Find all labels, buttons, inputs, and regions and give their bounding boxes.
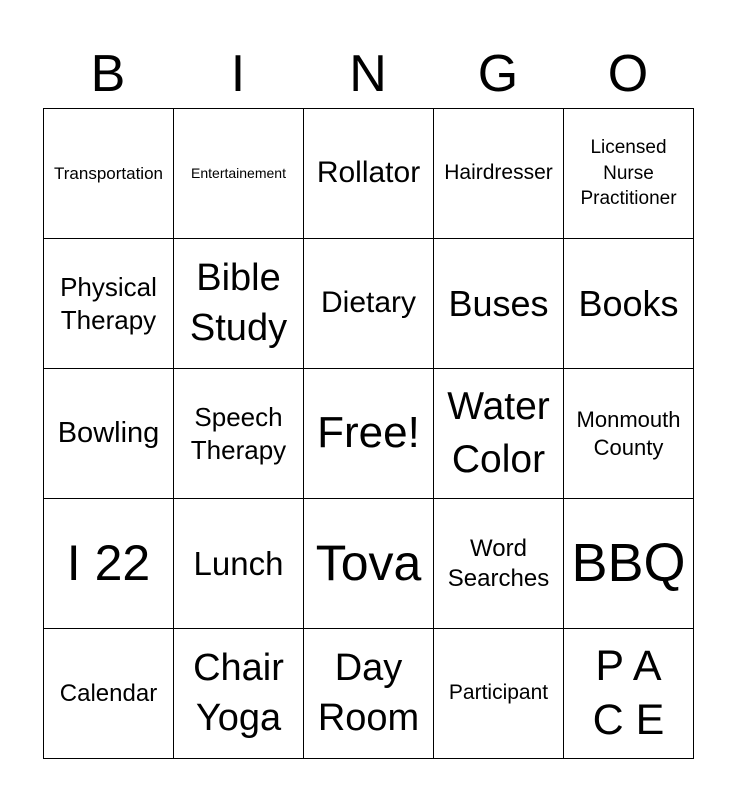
bingo-cell-r4c3[interactable]: Tova [304,499,434,629]
header-letter-i: I [230,45,246,103]
bingo-grid [43,108,694,759]
bingo-cell-r1c2[interactable]: Entertainement [174,109,304,239]
header-letter-n: N [349,45,387,103]
bingo-cell-r4c1[interactable]: I 22 [44,499,174,629]
bingo-cell-r1c5[interactable]: Licensed Nurse Practitioner [564,109,694,239]
bingo-cell-r2c2[interactable]: Bible Study [174,239,304,369]
bingo-cell-r5c4[interactable]: Participant [434,629,564,759]
bingo-cell-r5c5[interactable]: P A C E [564,629,694,759]
bingo-cell-r1c3[interactable]: Rollator [304,109,434,239]
bingo-card [43,40,693,759]
header-letter-o: O [607,45,649,103]
bingo-cell-r3c5[interactable]: Monmouth County [564,369,694,499]
bingo-cell-r5c1[interactable]: Calendar [44,629,174,759]
bingo-header [43,40,693,108]
bingo-cell-r3c2[interactable]: Speech Therapy [174,369,304,499]
bingo-cell-r1c1[interactable]: Transportation [44,109,174,239]
bingo-cell-r4c4[interactable]: Word Searches [434,499,564,629]
bingo-cell-r4c5[interactable]: BBQ [564,499,694,629]
bingo-cell-r2c1[interactable]: Physical Therapy [44,239,174,369]
bingo-cell-r3c1[interactable]: Bowling [44,369,174,499]
bingo-cell-r2c3[interactable]: Dietary [304,239,434,369]
header-letter-g: G [477,45,519,103]
bingo-cell-r3c3[interactable]: Free! [304,369,434,499]
bingo-cell-r1c4[interactable]: Hairdresser [434,109,564,239]
bingo-cell-r5c2[interactable]: Chair Yoga [174,629,304,759]
bingo-cell-r3c4[interactable]: Water Color [434,369,564,499]
bingo-cell-r4c2[interactable]: Lunch [174,499,304,629]
bingo-cell-r2c5[interactable]: Books [564,239,694,369]
bingo-cell-r2c4[interactable]: Buses [434,239,564,369]
header-letter-b: B [90,45,126,103]
bingo-cell-r5c3[interactable]: Day Room [304,629,434,759]
